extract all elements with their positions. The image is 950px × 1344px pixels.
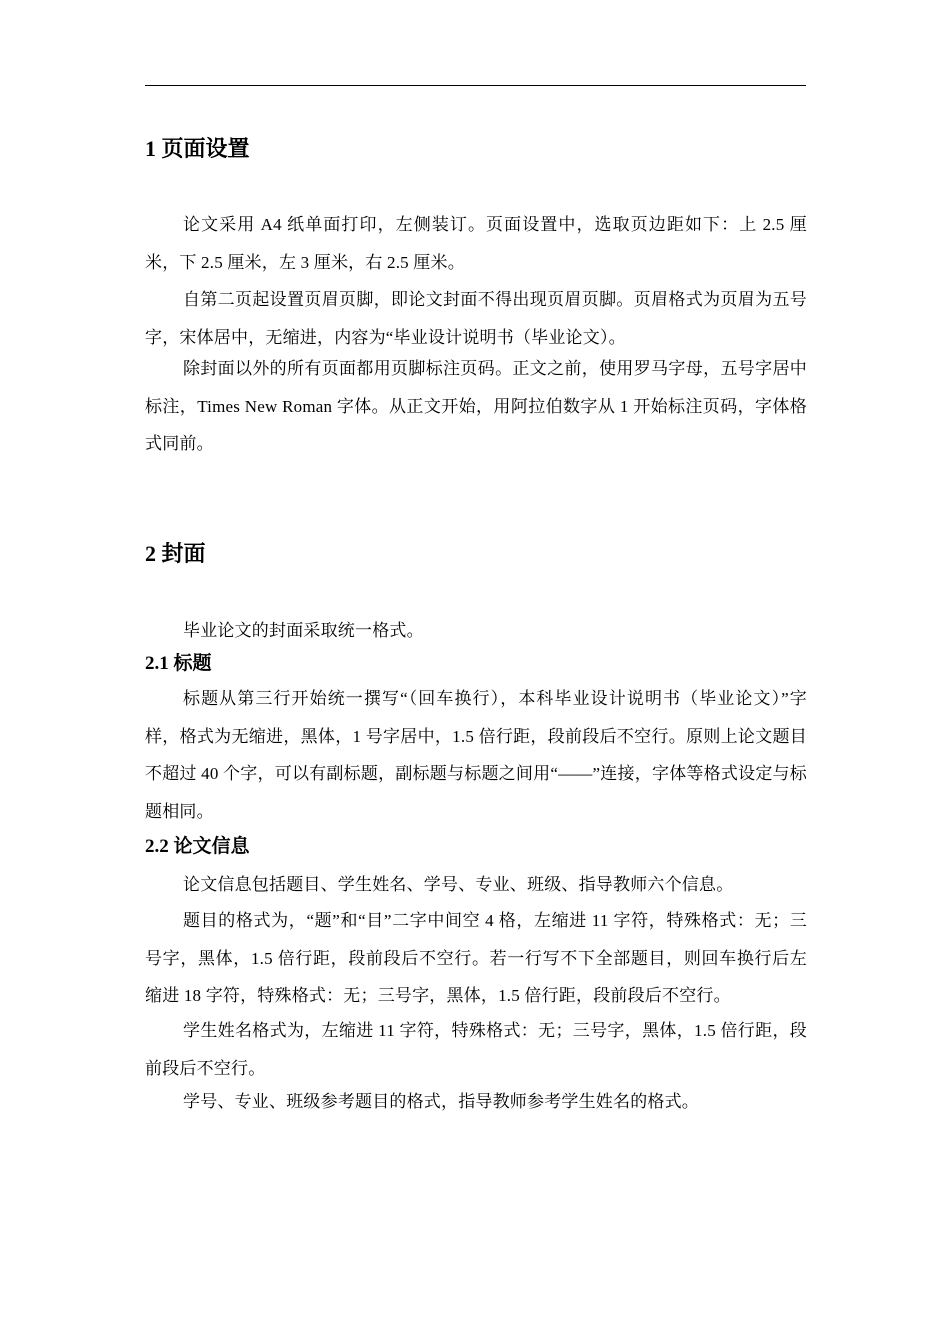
subsection-2-2-paragraph-3: 学生姓名格式为，左缩进 11 字符，特殊格式：无；三号字，黑体，1.5 倍行距，段前段后不空行。 xyxy=(145,1021,807,1078)
subsection-2-1-heading: 2.1 标题 xyxy=(145,653,212,674)
section-1-paragraph-3: 除封面以外的所有页面都用页脚标注页码。正文之前，使用罗马字母，五号字居中标注，Times New Roman 字体。从正文开始，用阿拉伯数字从 1 开始标注页码，字体格式同前。 xyxy=(145,359,807,453)
subsection-2-2-paragraph-2: 题目的格式为，“题”和“目”二字中间空 4 格，左缩进 11 字符，特殊格式：无；三号字，黑体，1.5 倍行距，段前段后不空行。若一行写不下全部题目，则回车换行后左缩进 18 字符，特殊格式：无；三号字，黑体，1.5 倍行距，段前段后不空行。 xyxy=(145,911,807,1005)
subsection-2-2-paragraph-4: 学号、专业、班级参考题目的格式，指导教师参考学生姓名的格式。 xyxy=(183,1092,699,1111)
subsection-2-2-heading: 2.2 论文信息 xyxy=(145,836,250,857)
section-2-heading: 2 封面 xyxy=(145,541,206,566)
section-1-paragraph-2: 自第二页起设置页眉页脚，即论文封面不得出现页眉页脚。页眉格式为页眉为五号字，宋体居中，无缩进，内容为“毕业设计说明书（毕业论文）。 xyxy=(145,290,807,347)
section-1-paragraph-1: 论文采用 A4 纸单面打印，左侧装订。页面设置中，选取页边距如下：上 2.5 厘米，下 2.5 厘米，左 3 厘米，右 2.5 厘米。 xyxy=(145,215,807,272)
header-rule xyxy=(145,85,806,86)
subsection-2-1-paragraph-1: 标题从第三行开始统一撰写“（回车换行），本科毕业设计说明书（毕业论文）”字样，格式为无缩进，黑体，1 号字居中，1.5 倍行距，段前段后不空行。原则上论文题目不超过 40 个字，可以有副标题，副标题与标题之间用“——”连接，字体等格式设定与标题相同。 xyxy=(145,689,807,821)
subsection-2-2-paragraph-1: 论文信息包括题目、学生姓名、学号、专业、班级、指导教师六个信息。 xyxy=(183,875,734,894)
section-1-heading: 1 页面设置 xyxy=(145,136,250,161)
section-2-intro: 毕业论文的封面采取统一格式。 xyxy=(183,621,424,640)
